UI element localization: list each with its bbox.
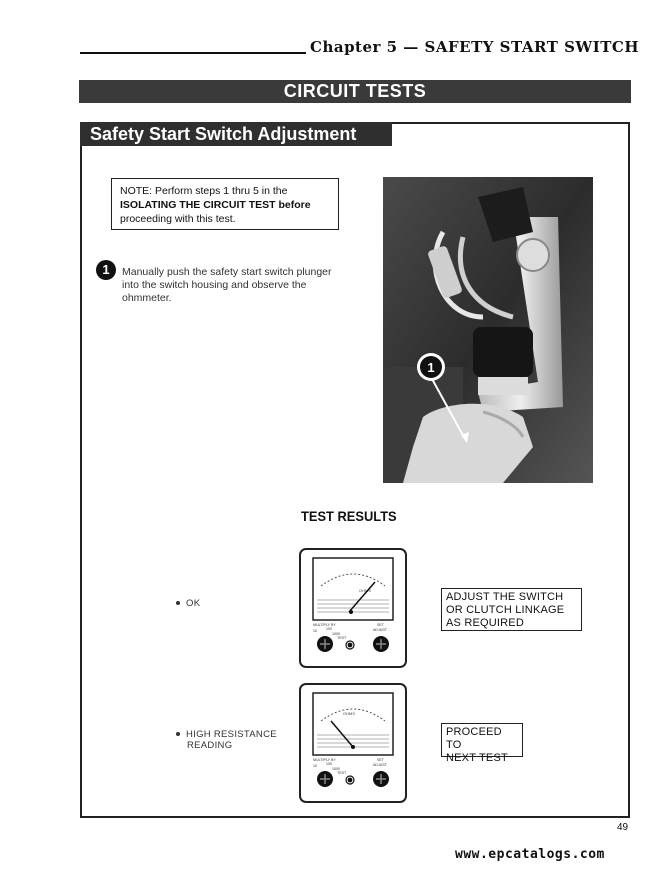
action-box-proceed (441, 723, 523, 764)
meter-ohms-label: OHMS (343, 711, 355, 716)
test-button (348, 778, 353, 783)
meter-ohms-label: OHMS (359, 588, 371, 593)
action-box-adjust (441, 588, 582, 631)
ohmmeter-ok (299, 548, 407, 668)
step-line-3: ohmmeter. (122, 292, 172, 304)
bullet-dot (176, 732, 180, 736)
meter-multiply-label: MULTIPLY BY (313, 623, 336, 627)
circuit-tests-banner: CIRCUIT TESTS (79, 80, 631, 103)
result-ok-label (176, 598, 200, 609)
action-line-2: OR CLUTCH LINKAGE (446, 604, 565, 616)
step-instruction (122, 266, 362, 305)
action-line-1: PROCEED TO (446, 726, 502, 751)
note-line-3: proceeding with this test. (120, 213, 236, 225)
meter-x10-label: 10 (313, 764, 317, 768)
note-line-1: NOTE: Perform steps 1 thru 5 in the (120, 185, 288, 197)
meter-set-label: SET (377, 758, 384, 762)
step-line-1: Manually push the safety start switch plunger (122, 266, 332, 278)
meter-adjust-label: ADJUST (373, 628, 387, 632)
action-line-3: AS REQUIRED (446, 617, 524, 629)
test-button (348, 643, 353, 648)
meter-adjust-label: ADJUST (373, 763, 387, 767)
chapter-title: Chapter 5 — SAFETY START SWITCH (310, 38, 640, 56)
chapter-rule (80, 52, 306, 54)
result-ok-text: OK (186, 598, 201, 609)
action-line-2: NEXT TEST (446, 752, 508, 764)
meter-set-label: SET (377, 623, 384, 627)
step-number-badge: 1 (96, 260, 116, 280)
bullet-dot (176, 601, 180, 605)
meter-x10-label: 10 (313, 629, 317, 633)
meter-x1000-label: 1000 (332, 767, 340, 771)
meter-x1000-label: 1000 (332, 632, 340, 636)
meter-x100-label: 100 (326, 627, 332, 631)
note-box (111, 178, 339, 230)
meter-test-label: TEST (337, 636, 347, 640)
result-high-resistance-label (176, 729, 296, 751)
note-line-2: ISOLATING THE CIRCUIT TEST before (120, 199, 311, 211)
switch-photo (383, 177, 593, 483)
test-results-title: TEST RESULTS (301, 508, 397, 524)
action-line-1: ADJUST THE SWITCH (446, 591, 564, 603)
step-line-2: into the switch housing and observe the (122, 279, 307, 291)
result-high-line-2: READING (187, 740, 233, 751)
photo-callout-number: 1 (427, 360, 435, 375)
meter-multiply-label: MULTIPLY BY (313, 758, 336, 762)
section-title: Safety Start Switch Adjustment (80, 122, 392, 146)
page-number: 49 (617, 822, 629, 833)
meter-x100-label: 100 (326, 762, 332, 766)
meter-test-label: TEST (337, 771, 347, 775)
ohmmeter-high-resistance (299, 683, 407, 803)
result-high-line-1: HIGH RESISTANCE (186, 729, 277, 740)
site-watermark: www.epcatalogs.com (455, 847, 605, 862)
